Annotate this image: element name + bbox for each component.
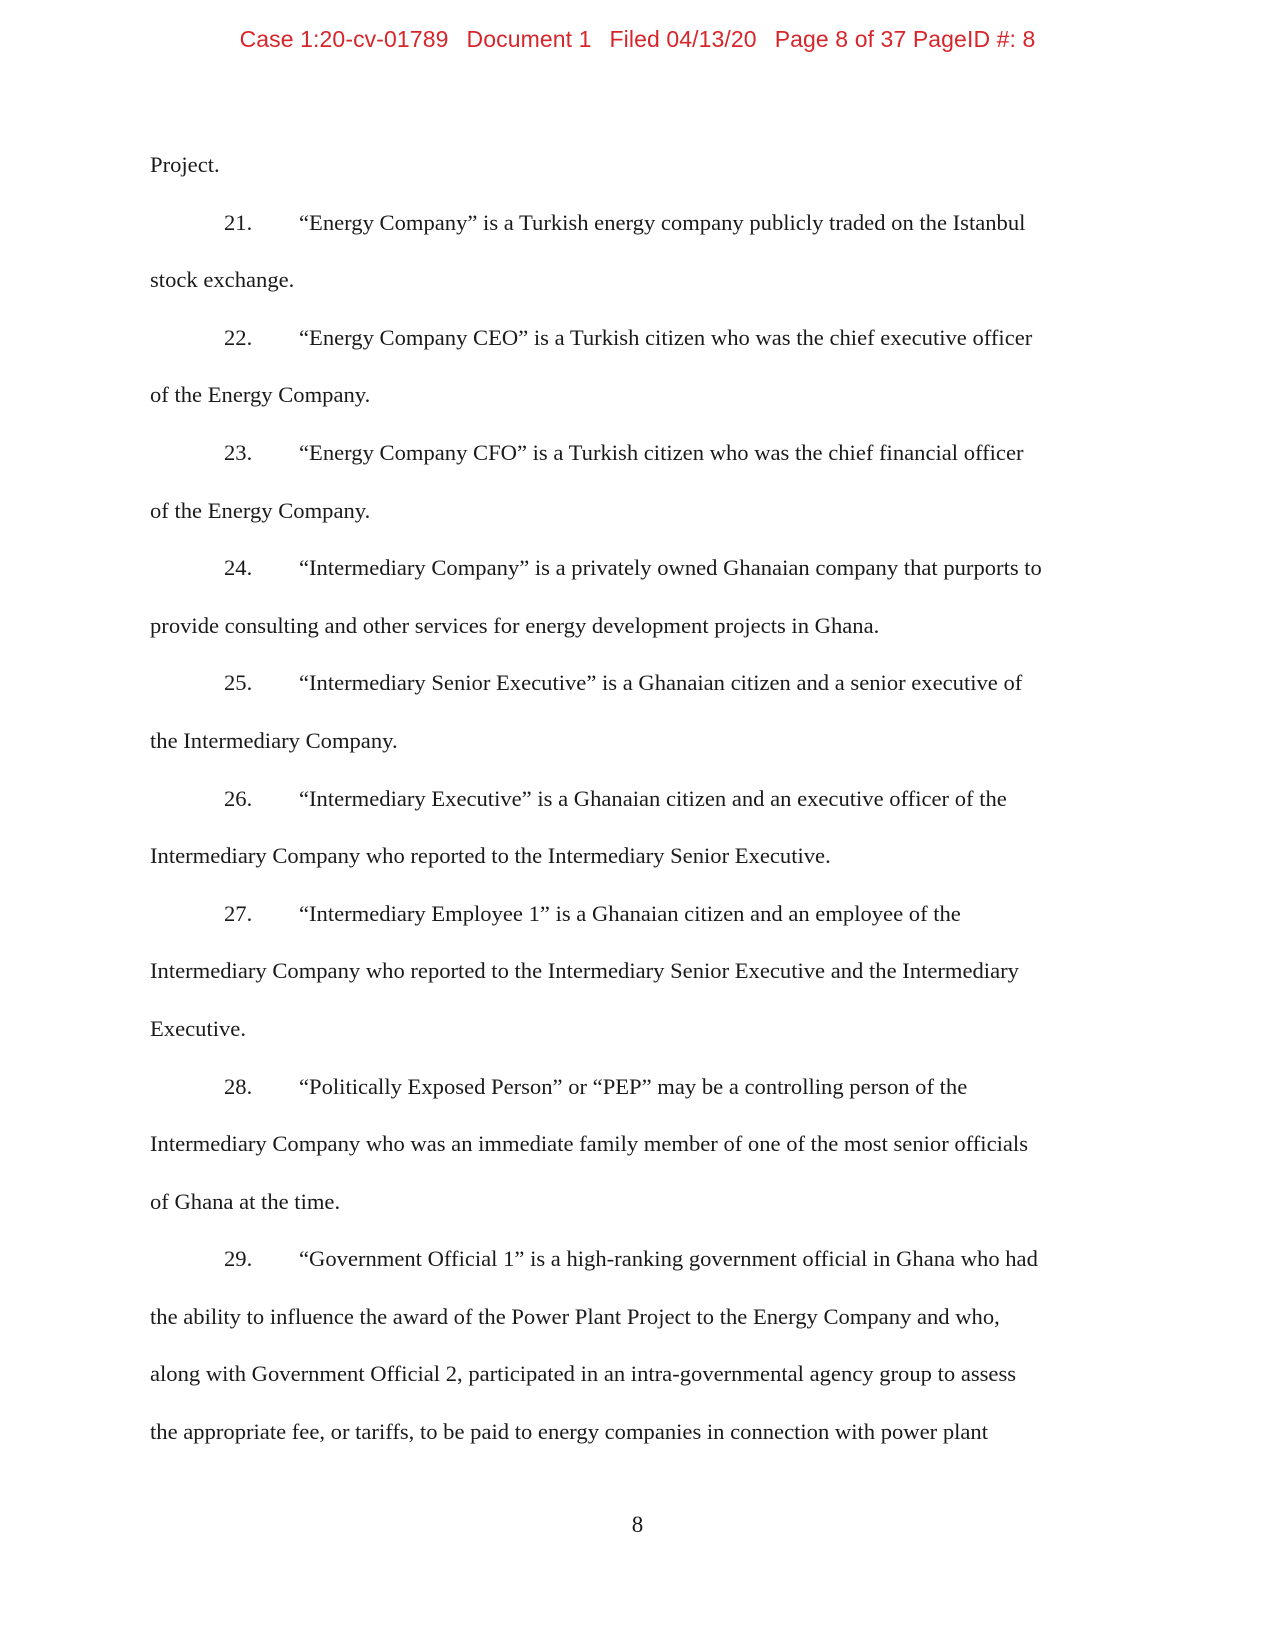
paragraph-first-line: [150, 885, 1130, 943]
paragraph-line: of the Energy Company.: [150, 497, 371, 523]
paragraph-text: “Politically Exposed Person” or “PEP” may be a controlling person of the: [299, 1073, 968, 1099]
paragraph-26: [150, 770, 1130, 885]
paragraph-first-line: [150, 309, 1130, 367]
paragraph-line: the appropriate fee, or tariffs, to be paid to energy companies in connection with power plant: [150, 1419, 988, 1445]
paragraph-text: “Energy Company CEO” is a Turkish citizen who was the chief executive officer: [299, 324, 1033, 350]
paragraph-first-line: [150, 424, 1130, 482]
case-number: Case 1:20-cv-01789: [239, 26, 449, 52]
paragraph-first-line: [150, 1058, 1130, 1116]
paragraph-text: “Intermediary Senior Executive” is a Ghanaian citizen and a senior executive of: [299, 670, 1023, 696]
paragraph-first-line: [150, 770, 1130, 828]
paragraph-line: the Intermediary Company.: [150, 727, 398, 753]
paragraph-27: [150, 885, 1130, 1058]
paragraph-line: provide consulting and other services for energy development projects in Ghana.: [150, 612, 880, 638]
paragraph-28: [150, 1058, 1130, 1231]
filed-date: Filed 04/13/20: [609, 26, 757, 52]
document-number: Document 1: [466, 26, 592, 52]
paragraph-number: 27.: [224, 900, 253, 926]
paragraph-line: of the Energy Company.: [150, 382, 371, 408]
paragraph-number: 22.: [224, 324, 253, 350]
paragraph-number: 23.: [224, 439, 253, 465]
paragraph-number: 26.: [224, 785, 253, 811]
carryover-line: Project.: [150, 152, 220, 177]
paragraph-line: the ability to influence the award of the Power Plant Project to the Energy Company and who,: [150, 1303, 1000, 1329]
page-info: Page 8 of 37 PageID #: 8: [774, 26, 1036, 52]
page-number: 8: [631, 1512, 644, 1537]
paragraph-line: Executive.: [150, 1015, 246, 1041]
paragraph-29: [150, 1230, 1130, 1460]
paragraph-text: “Intermediary Employee 1” is a Ghanaian citizen and an employee of the: [299, 900, 961, 926]
paragraph-line: Intermediary Company who was an immediate family member of one of the most senior officials: [150, 1131, 1028, 1157]
case-header: [0, 26, 1275, 53]
paragraph-number: 29.: [224, 1246, 253, 1272]
paragraph-25: [150, 654, 1130, 769]
paragraph-line: Intermediary Company who reported to the Intermediary Senior Executive.: [150, 843, 831, 869]
paragraph-line: of Ghana at the time.: [150, 1188, 341, 1214]
paragraph-number: 24.: [224, 555, 253, 581]
paragraph-text: “Intermediary Executive” is a Ghanaian citizen and an executive officer of the: [299, 785, 1007, 811]
paragraph-first-line: [150, 1230, 1130, 1288]
paragraph-line: along with Government Official 2, participated in an intra-governmental agency group to assess: [150, 1361, 1017, 1387]
paragraph-24: [150, 539, 1130, 654]
document-body: [150, 136, 1130, 1461]
paragraph-22: [150, 309, 1130, 424]
paragraph-first-line: [150, 654, 1130, 712]
paragraph-text: “Intermediary Company” is a privately owned Ghanaian company that purports to: [299, 555, 1042, 581]
paragraph-text: “Energy Company” is a Turkish energy company publicly traded on the Istanbul: [299, 209, 1026, 235]
paragraph-number: 28.: [224, 1073, 253, 1099]
paragraph-number: 25.: [224, 670, 253, 696]
paragraph-line: stock exchange.: [150, 267, 295, 293]
paragraph-text: “Energy Company CFO” is a Turkish citizen who was the chief financial officer: [299, 439, 1024, 465]
paragraph-21: [150, 194, 1130, 309]
paragraph-first-line: [150, 194, 1130, 252]
paragraph-text: “Government Official 1” is a high-ranking government official in Ghana who had: [299, 1246, 1038, 1272]
paragraph-number: 21.: [224, 209, 253, 235]
paragraph-23: [150, 424, 1130, 539]
paragraph-line: Intermediary Company who reported to the Intermediary Senior Executive and the Intermediary: [150, 958, 1019, 984]
paragraph-first-line: [150, 539, 1130, 597]
